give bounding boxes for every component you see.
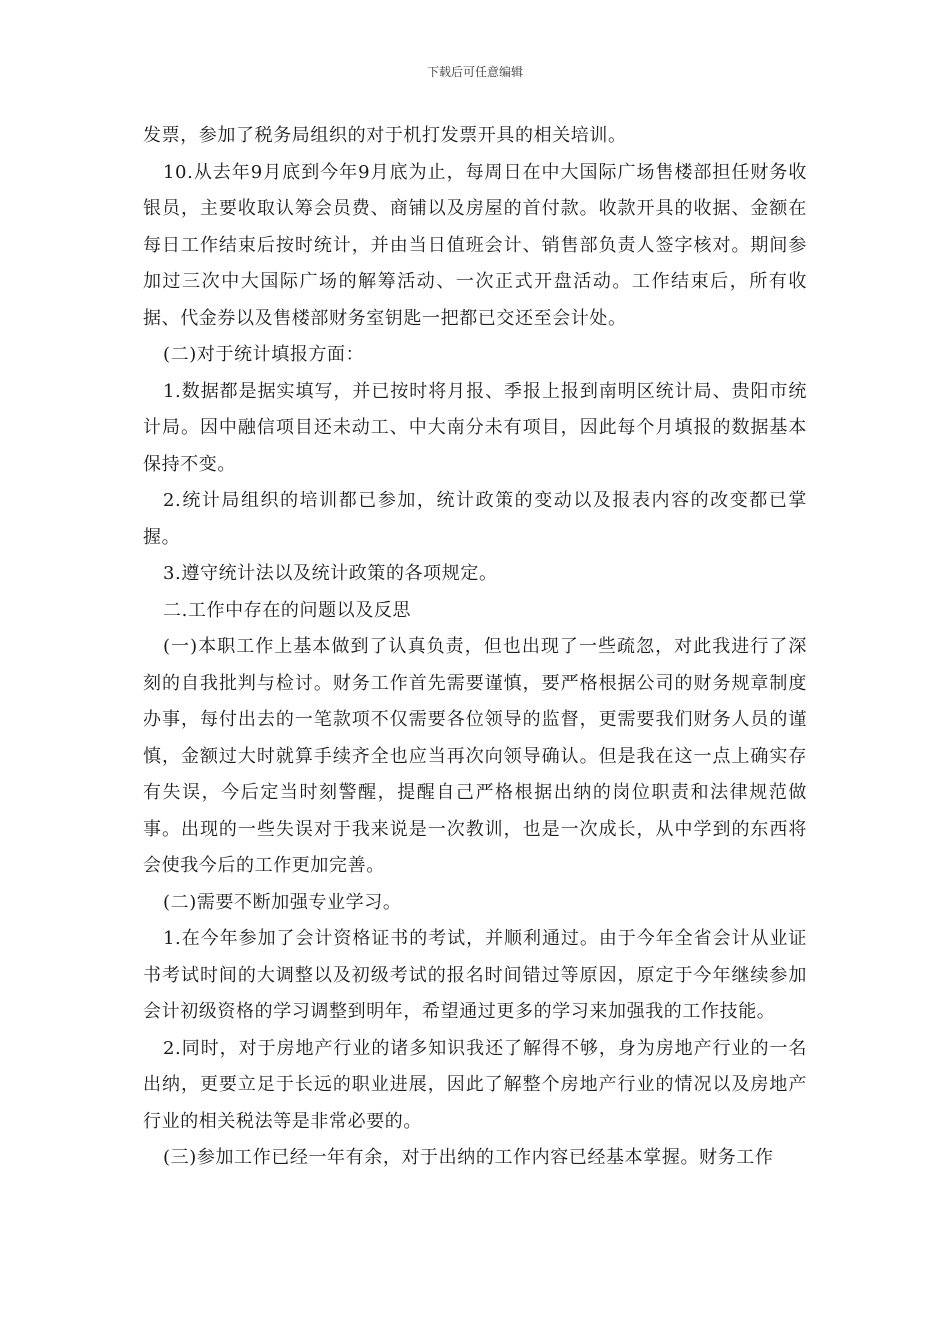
document-body xyxy=(143,118,807,1177)
paragraph: 2.同时，对于房地产行业的诸多知识我还了解得不够，身为房地产行业的一名出纳，更要立足于长远的职业进展，因此了解整个房地产行业的情况以及房地产行业的相关税法等是非常必要的。 xyxy=(143,1037,807,1132)
section-heading: 二.工作中存在的问题以及反思 xyxy=(163,599,412,621)
paragraph: 3.遵守统计法以及统计政策的各项规定。 xyxy=(163,563,498,584)
paragraph: (三)参加工作已经一年有余，对于出纳的工作内容已经基本掌握。财务工作 xyxy=(163,1147,774,1168)
section-heading: (二)需要不断加强专业学习。 xyxy=(163,891,402,913)
paragraph: 发票，参加了税务局组织的对于机打发票开具的相关培训。 xyxy=(143,125,627,146)
paragraph: (一)本职工作上基本做到了认真负责，但也出现了一些疏忽，对此我进行了深刻的自我批判与检讨。财务工作首先需要谨慎，要严格根据公司的财务规章制度办事，每付出去的一笔款项不仅需要各位领导的监督，更需要我们财务人员的谨慎，金额过大时就算手续齐全也应当再次向领导确认。但是我在这一点上确实存有失误，今后定当时刻警醒，提醒自己严格根据出纳的岗位职责和法律规范做事。出现的一些失误对于我来说是一次教训，也是一次成长，从中学到的东西将会使我今后的工作更加完善。 xyxy=(143,636,807,876)
paragraph: 1.数据都是据实填写，并已按时将月报、季报上报到南明区统计局、贵阳市统计局。因中融信项目还未动工、中大南分未有项目，因此每个月填报的数据基本保持不变。 xyxy=(143,380,807,475)
paragraph: 1.在今年参加了会计资格证书的考试，并顺利通过。由于今年全省会计从业证书考试时间的大调整以及初级考试的报名时间错过等原因，原定于今年继续参加会计初级资格的学习调整到明年，希望通过更多的学习来加强我的工作技能。 xyxy=(143,928,807,1022)
section-heading: (二)对于统计填报方面： xyxy=(163,344,365,365)
paragraph: 10.从去年9月底到今年9月底为止，每周日在中大国际广场售楼部担任财务收银员，主要收取认筹会员费、商铺以及房屋的首付款。收款开具的收据、金额在每日工作结束后按时统计，并由当日值班会计、销售部负责人签字核对。期间参加过三次中大国际广场的解筹活动、一次正式开盘活动。工作结束后，所有收据、代金券以及售楼部财务室钥匙一把都已交还至会计处。 xyxy=(143,161,807,329)
page-header: 下载后可任意编辑 xyxy=(426,65,523,79)
paragraph: 2.统计局组织的培训都已参加，统计政策的变动以及报表内容的改变都已掌握。 xyxy=(143,490,807,548)
